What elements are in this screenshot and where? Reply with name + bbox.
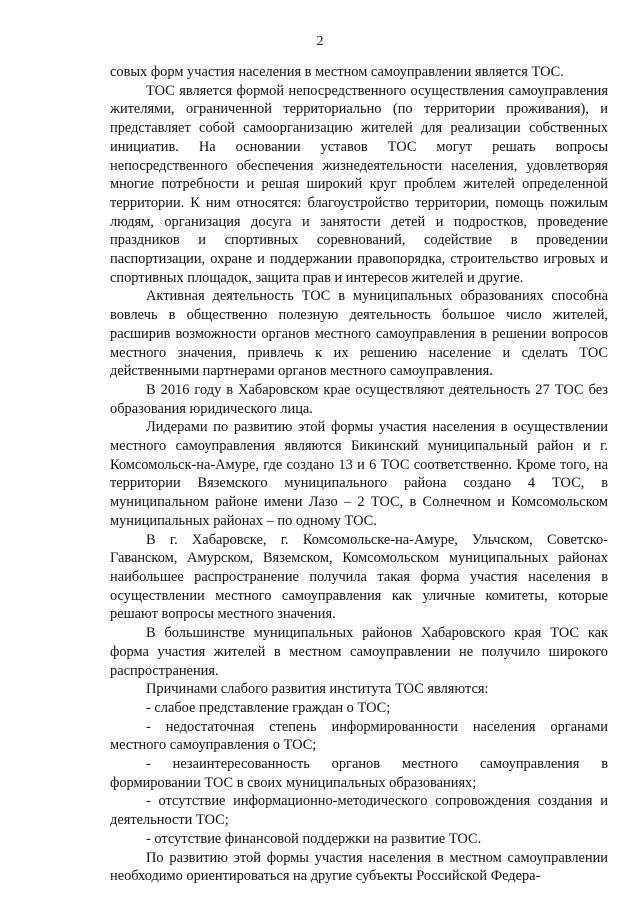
- list-item: - недостаточная степень информированности населения органами местного самоуправления о ТОС;: [110, 718, 608, 754]
- paragraph: В 2016 году в Хабаровском крае осуществляют деятельность 27 ТОС без образования юридического лица.: [110, 381, 608, 417]
- page-number: 2: [316, 34, 324, 49]
- paragraph: В г. Хабаровске, г. Комсомольске-на-Амуре, Ульчском, Советско-Гаванском, Амурском, Вяземском, Комсомольском муниципальных районах наибольшее распространение получила такая форма участия населения в осуществлении местного самоуправления как уличные комитеты, которые решают вопросы местного значения.: [110, 531, 608, 623]
- list-item: - отсутствие информационно-методического сопровождения создания и деятельности ТОС;: [110, 793, 608, 829]
- list-item: - слабое представление граждан о ТОС;: [146, 699, 391, 716]
- paragraph: Активная деятельность ТОС в муниципальных образованиях способна вовлечь в общественно полезную деятельность большое число жителей, расширив возможности органов местного самоуправления в решении вопросов местного значения, привлечь к их решению население и сделать ТОС действенными партнерами органов местного самоуправления.: [110, 288, 608, 380]
- list-item: - незаинтересованность органов местного самоуправления в формировании ТОС в своих муниципальных образованиях;: [110, 756, 608, 791]
- paragraph: ТОС является формой непосредственного осуществления самоуправления жителями, ограниченной территориально (по территории проживания), и представляет собой самоорганизацию жителей для реализации собственных инициатив. На основании уставов ТОС могут решать вопросы непосредственного обеспечения жизнедеятельности населения, удовлетворяя многие потребности и решая широкий круг проблем жителей определенной территории. К ним относятся: благоустройство территории, помощь пожилым людям, организация досуга и занятости детей и подростков, проведение праздников и спортивных соревнований, содействие в проведении паспортизации, охране и поддержании правопорядка, строительство игровых и спортивных площадок, защита прав и интересов жителей и другие.: [110, 82, 608, 286]
- paragraph: совых форм участия населения в местном самоуправлении является ТОС.: [110, 64, 564, 80]
- paragraph: Лидерами по развитию этой формы участия населения в осуществлении местного самоуправления являются Бикинский муниципальный район и г. Комсомольск-на-Амуре, где создано 13 и 6 ТОС соответственно. Кроме того, на территории Вяземского муниципального района создано 4 ТОС, в муниципальном районе имени Лазо – 2 ТОС, в Солнечном и Комсомольском муниципальных районах – по одному ТОС.: [110, 419, 608, 529]
- paragraph: Причинами слабого развития института ТОС являются:: [146, 681, 489, 698]
- paragraph: По развитию этой формы участия населения в местном самоуправлении необходимо ориентироваться на другие субъекты Российской Федера-: [110, 849, 608, 885]
- paragraph: В большинстве муниципальных районов Хабаровского края ТОС как форма участия жителей в местном самоуправлении не получило широкого распространения.: [110, 625, 608, 679]
- list-item: - отсутствие финансовой поддержки на развитие ТОС.: [146, 830, 482, 847]
- body-text: [110, 63, 608, 886]
